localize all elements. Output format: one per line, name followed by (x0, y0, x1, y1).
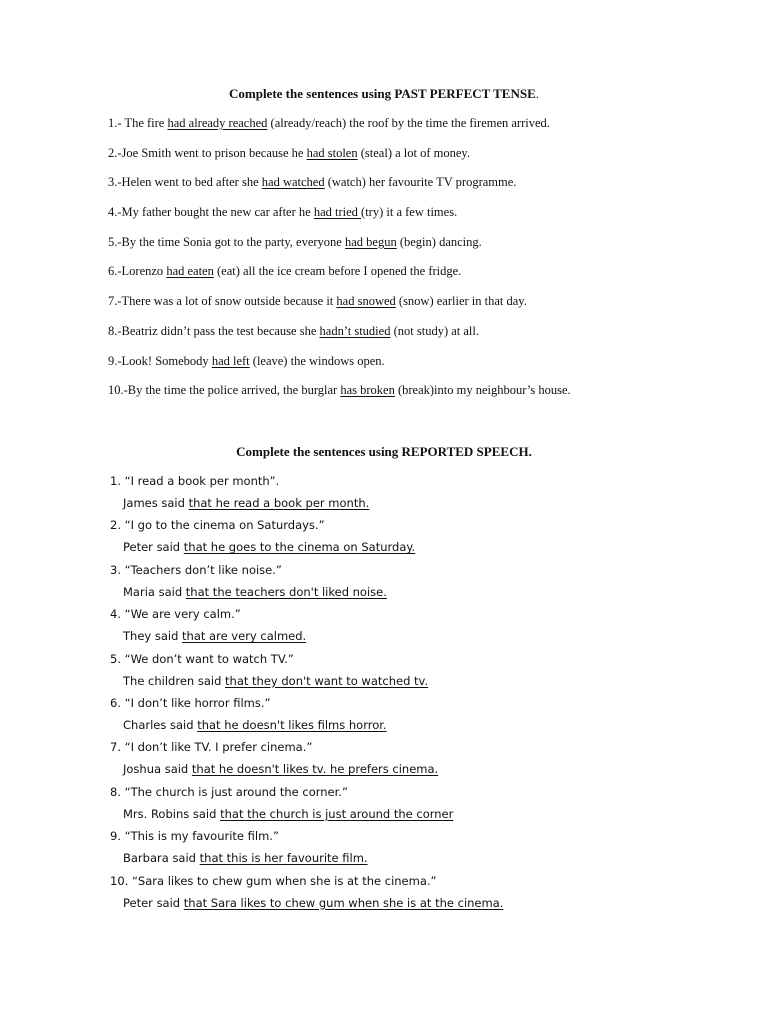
answer-text: that the teachers don't liked noise. (185, 584, 387, 599)
list-item (108, 233, 571, 263)
sentence-start: 3.-Helen went to bed after she (108, 175, 262, 190)
sentence-end: (try) it a few times. (361, 205, 458, 220)
sentence-start: 7.-There was a lot of snow outside because it (108, 294, 337, 309)
answer-text: had stolen (306, 145, 358, 160)
sentence-start: 9.-Look! Somebody (108, 353, 212, 368)
list-item (110, 650, 503, 694)
sentence-start: 10.-By the time the police arrived, the burglar (108, 383, 341, 398)
answer-text: hadn’t studied (319, 323, 391, 338)
list-item (108, 203, 571, 233)
item-number: 1. (110, 474, 121, 488)
answer-text: had already reached (167, 116, 268, 130)
item-number: 10. (110, 873, 129, 888)
sentence-end: (steal) a lot of money. (357, 145, 470, 160)
list-item (108, 262, 571, 292)
quote-line (110, 827, 503, 849)
list-item (108, 292, 571, 322)
quote-text: “We don’t want to watch TV.” (124, 651, 294, 666)
sentence-start: 6.-Lorenzo (108, 264, 167, 279)
answer-line (110, 805, 503, 827)
quote-text: “I don’t like horror films.” (124, 695, 271, 710)
quote-line (110, 605, 503, 627)
speaker-text: They said (123, 629, 183, 644)
sentence-end: (eat) all the ice cream before I opened the fridge. (213, 264, 462, 279)
answer-text: had tried (313, 205, 362, 220)
answer-line (110, 716, 503, 738)
answer-text: that are very calmed. (182, 629, 307, 644)
quote-text: “I read a book per month”. (124, 474, 280, 488)
past-perfect-list (108, 114, 571, 411)
quote-text: “I don’t like TV. I prefer cinema.” (124, 740, 313, 755)
speaker-text: Joshua said (123, 762, 192, 777)
list-item (108, 322, 571, 352)
list-item (108, 114, 571, 144)
quote-text: “I go to the cinema on Saturdays.” (124, 518, 325, 533)
list-item (110, 872, 503, 916)
speaker-text: Peter said (123, 895, 184, 910)
speaker-text: Maria said (123, 584, 186, 599)
sentence-start: 4.-My father bought the new car after he (108, 205, 314, 220)
list-item (110, 738, 503, 782)
answer-text: that Sara likes to chew gum when she is at the cinema. (183, 895, 504, 910)
answer-line (110, 538, 503, 560)
list-item (110, 694, 503, 738)
sentence-end: (not study) at all. (390, 323, 479, 338)
quote-text: “We are very calm.” (124, 607, 241, 622)
list-item (110, 561, 503, 605)
sentence-end: (leave) the windows open. (249, 353, 385, 368)
sentence-end: (watch) her favourite TV programme. (324, 175, 517, 190)
list-item (110, 827, 503, 871)
speaker-text: Barbara said (123, 851, 200, 866)
answer-text: had left (211, 353, 250, 368)
quote-line (110, 472, 503, 494)
past-perfect-title-tail: . (535, 86, 539, 101)
answer-text: had snowed (336, 294, 396, 309)
sentence-start: 8.-Beatriz didn’t pass the test because she (108, 323, 320, 338)
answer-text: had watched (261, 175, 325, 190)
quote-text: “Teachers don’t like noise.” (124, 562, 282, 577)
list-item (108, 352, 571, 382)
answer-text: that they don't want to watched tv. (225, 673, 429, 688)
quote-line (110, 694, 503, 716)
list-item (108, 381, 571, 411)
answer-line (110, 494, 503, 516)
item-number: 6. (110, 695, 121, 710)
list-item (108, 144, 571, 174)
quote-line (110, 561, 503, 583)
item-number: 9. (110, 829, 121, 844)
reported-speech-list (110, 472, 503, 916)
answer-line (110, 583, 503, 605)
sentence-start: 5.-By the time Sonia got to the party, everyone (108, 234, 345, 249)
item-number: 4. (110, 607, 121, 622)
list-item (110, 605, 503, 649)
sentence-end: (break)into my neighbour’s house. (394, 383, 571, 398)
item-number: 3. (110, 562, 121, 577)
answer-line (110, 672, 503, 694)
sentence-start: 2.-Joe Smith went to prison because he (108, 145, 307, 160)
quote-text: “The church is just around the corner.” (124, 784, 348, 799)
answer-text: has broken (340, 383, 395, 398)
sentence-start: 1.- The fire (108, 116, 168, 130)
speaker-text: Peter said (123, 540, 184, 555)
reported-speech-title: Complete the sentences using REPORTED SPEECH. (236, 444, 532, 459)
quote-line (110, 516, 503, 538)
quote-line (110, 650, 503, 672)
quote-line (110, 872, 503, 894)
item-number: 8. (110, 784, 121, 799)
sentence-end: (snow) earlier in that day. (395, 294, 527, 309)
quote-line (110, 738, 503, 760)
answer-text: that he doesn't likes tv. he prefers cinema. (191, 762, 439, 777)
sentence-end: (already/reach) the roof by the time the firemen arrived. (267, 116, 550, 130)
quote-text: “Sara likes to chew gum when she is at the cinema.” (131, 873, 437, 888)
quote-line (110, 783, 503, 805)
speaker-text: Charles said (123, 717, 198, 732)
list-item (110, 472, 503, 516)
answer-line (110, 760, 503, 782)
item-number: 7. (110, 740, 121, 755)
list-item (108, 173, 571, 203)
answer-text: that he doesn't likes films horror. (197, 717, 387, 732)
quote-text: “This is my favourite film.” (124, 829, 279, 844)
item-number: 5. (110, 651, 121, 666)
past-perfect-title (0, 86, 768, 102)
speaker-text: The children said (123, 673, 226, 688)
answer-text: that he read a book per month. (188, 496, 370, 510)
item-number: 2. (110, 518, 121, 533)
answer-text: that this is her favourite film. (199, 851, 368, 866)
speaker-text: Mrs. Robins said (123, 806, 221, 821)
answer-line (110, 627, 503, 649)
answer-text: had begun (344, 234, 397, 249)
sentence-end: (begin) dancing. (396, 234, 482, 249)
answer-line (110, 849, 503, 871)
answer-text: had eaten (166, 264, 214, 279)
list-item (110, 783, 503, 827)
list-item (110, 516, 503, 560)
past-perfect-title-text: Complete the sentences using PAST PERFECT TENSE (229, 86, 536, 101)
answer-line (110, 894, 503, 916)
answer-text: that he goes to the cinema on Saturday. (183, 540, 416, 555)
speaker-text: James said (123, 496, 189, 510)
answer-text: that the church is just around the corner (220, 806, 454, 821)
